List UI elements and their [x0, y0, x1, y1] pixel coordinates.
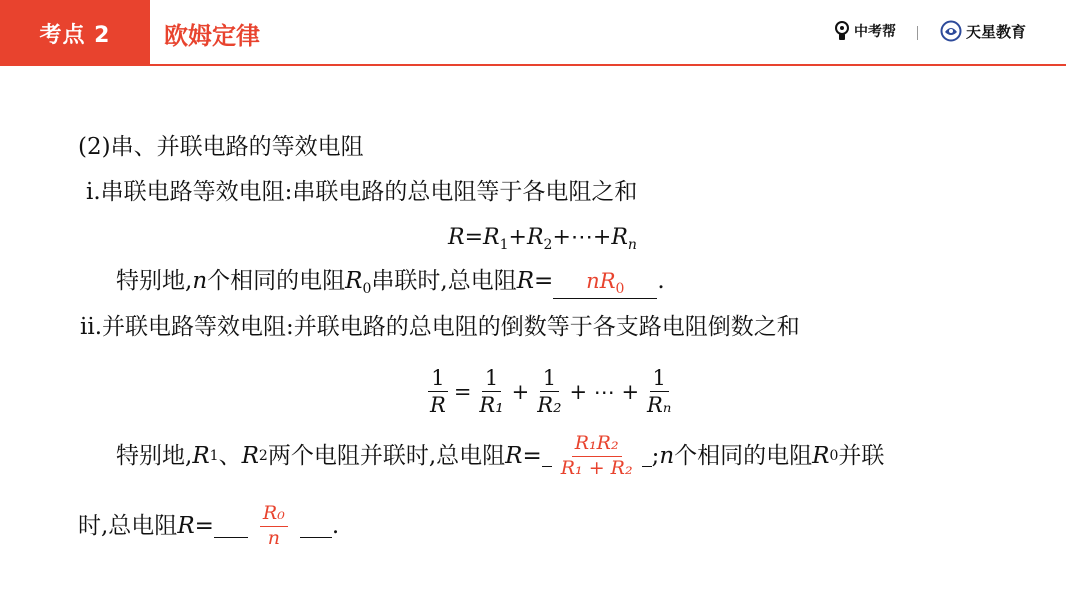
- series-formula: [448, 227, 637, 252]
- var-r0: R: [812, 442, 830, 469]
- var-n: n: [192, 268, 208, 294]
- blank-left: [214, 537, 248, 538]
- brand-a-label: 中考帮: [854, 24, 896, 40]
- frac-tn-num: 1: [650, 367, 669, 392]
- frac-t2-den: R₂: [537, 393, 562, 418]
- parallel-n-case: [78, 504, 339, 549]
- formula-eq: =: [464, 225, 484, 250]
- text-sep: 、: [218, 442, 242, 469]
- frac-tn-den: Rₙ: [647, 393, 672, 418]
- parallel-rule: ⅱ.并联电路等效电阻:并联电路的总电阻的倒数等于各支路电阻倒数之和: [80, 314, 800, 340]
- series-rule: ⅰ.串联电路等效电阻:串联电路的总电阻等于各电阻之和: [86, 179, 638, 205]
- frac-t1: [476, 367, 506, 416]
- eq-sign: =: [534, 268, 554, 294]
- text-mid: 两个电阻并联时,总电阻: [267, 442, 506, 469]
- semicolon: ;: [651, 442, 660, 469]
- frac-t1-den: R₁: [479, 393, 504, 418]
- answer-parallel-two: [558, 434, 636, 479]
- formula-dots: + ⋯ +: [569, 379, 640, 404]
- eq-sign: =: [522, 442, 542, 469]
- period: .: [331, 512, 340, 539]
- var-r: R: [177, 512, 195, 539]
- brand-separator: [917, 26, 918, 40]
- frac-tn: [644, 367, 674, 416]
- var-r2: R: [241, 442, 259, 469]
- tianxing-logo-icon: [940, 20, 962, 42]
- formula-r1: R: [483, 225, 500, 250]
- bulb-logo-icon: [834, 20, 850, 42]
- frac-t1-num: 1: [482, 367, 501, 392]
- text-end: 并联: [838, 442, 885, 469]
- answer-series-sub: 0: [615, 281, 625, 297]
- formula-r2: R: [526, 225, 544, 250]
- frac-lhs-den: R: [430, 393, 446, 418]
- section-heading: (2)串、并联电路的等效电阻: [78, 134, 364, 160]
- formula-sub1: 1: [499, 237, 509, 253]
- parallel-formula: [424, 367, 677, 416]
- var-n: n: [659, 442, 675, 469]
- blank-right: [300, 537, 332, 538]
- text-tail: 串联时,总电阻: [371, 268, 517, 294]
- formula-plus: +: [508, 225, 527, 250]
- blank-right: [642, 466, 652, 467]
- frac-t2-num: 1: [540, 367, 559, 392]
- parallel-two-case: [116, 434, 884, 479]
- blank-left: [542, 466, 552, 467]
- formula-rn: R: [611, 225, 628, 250]
- answer-series: nR: [586, 269, 616, 293]
- formula-subn: n: [627, 237, 637, 253]
- var-r: R: [505, 442, 523, 469]
- header-divider: [150, 64, 1066, 66]
- answer-two-den: R₁ + R₂: [560, 456, 633, 479]
- frac-t2: [534, 367, 564, 416]
- answer-parallel-n: [260, 504, 288, 549]
- answer-n-den: n: [267, 526, 281, 549]
- text-tail: 个相同的电阻: [674, 442, 813, 469]
- topic-title: 欧姆定律: [164, 22, 260, 50]
- sub-0: 0: [362, 281, 372, 297]
- series-special-case: [116, 270, 665, 299]
- var-r0: R: [345, 268, 363, 294]
- period: .: [657, 268, 665, 294]
- frac-lhs-num: 1: [428, 367, 447, 392]
- answer-blank-series: [553, 270, 657, 299]
- formula-sub2: 2: [543, 237, 553, 253]
- answer-n-num: R₀: [260, 504, 288, 527]
- sub-2: 2: [258, 448, 268, 465]
- header: [0, 0, 1066, 68]
- formula-dots: +⋯+: [552, 225, 612, 250]
- var-r1: R: [192, 442, 210, 469]
- sub-0: 0: [829, 448, 839, 465]
- formula-plus: +: [511, 379, 530, 404]
- brand-b-label: 天星教育: [966, 22, 1027, 41]
- answer-two-num: R₁R₂: [572, 434, 622, 457]
- sub-1: 1: [209, 448, 219, 465]
- text-prefix: 特别地,: [116, 268, 193, 294]
- text-mid: 个相同的电阻: [207, 268, 346, 294]
- formula-r: R: [448, 225, 465, 250]
- topic-badge: 考点 2: [0, 0, 150, 66]
- brand-zhongkaobang: [834, 20, 896, 42]
- text-prefix: 特别地,: [116, 442, 193, 469]
- text-prefix: 时,总电阻: [78, 512, 178, 539]
- frac-lhs: [427, 367, 449, 416]
- brand-tianxing: [940, 20, 1026, 42]
- eq-sign: =: [194, 512, 214, 539]
- formula-eq: =: [453, 379, 472, 404]
- var-r: R: [516, 268, 535, 294]
